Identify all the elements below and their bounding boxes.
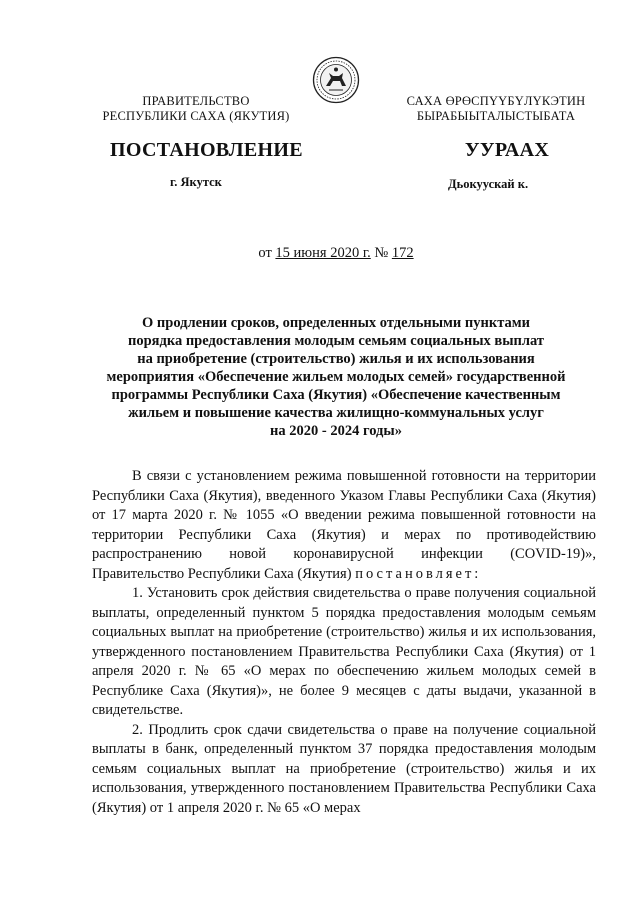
issuer-sakha (384, 94, 608, 124)
city-sakha: Дьокуускай к. (448, 177, 529, 191)
title-line: мероприятия «Обеспечение жильем молодых семей» государственной (106, 369, 566, 385)
doc-type-sakha: УУРААХ (464, 139, 550, 161)
city-russian: г. Якутск (170, 175, 222, 189)
issuer-russian-line2: РЕСПУБЛИКИ САХА (ЯКУТИЯ) (102, 109, 290, 123)
issuer-sakha-line1: САХА ӨРӨСПҮҮБҮЛҮКЭТИН (406, 94, 586, 108)
date-prefix: от (258, 245, 276, 261)
preamble-paragraph (92, 467, 596, 584)
document-date-number (0, 245, 640, 262)
clause-1-paragraph: 1. Установить срок действия свидетельства о праве получения социальной выплаты, определенный пунктом 5 порядка предоставления молодым семьям социальных выплат на приобретение (строительство) жилья и их использования, утвержденного постановлением Правительства Республики Саха (Якутия) от 1 апреля 2020 г. № 65 «О мерах по обеспечению жильем молодых семей в Республике Саха (Якутия)», не более 9 месяцев с даты выдачи, указанной в свидетельстве. (92, 585, 596, 718)
document-number: 172 (391, 245, 414, 261)
clause-2-paragraph: 2. Продлить срок сдачи свидетельства о праве на получение социальной выплаты в банк, определенный пунктом 37 порядка предоставления молодым семьям социальных выплат на приобретение (строительство) жилья и их использования, утвержденного постановлением Правительства Республики Саха (Якутия) от 1 апреля 2020 г. № 65 «О мерах (92, 721, 596, 816)
document-date: 15 июня 2020 г. (275, 245, 371, 261)
title-line: на 2020 - 2024 годы» (270, 423, 402, 439)
issuer-russian (92, 94, 300, 124)
document-body (92, 467, 596, 818)
issuer-sakha-line2: БЫРАБЫЫТАЛЫСТЫБАТА (416, 109, 576, 123)
title-line: программы Республики Саха (Якутия) «Обеспечение качественным (111, 387, 561, 403)
preamble-text: В связи с установлением режима повышенной готовности на территории Республики Саха (Якутия), введенного Указом Главы Республики Саха (Якутия) от 17 марта 2020 г. № 1055 «О введении режима повышенной готовности на территории Республики Саха (Якутия) и мерах по противодействию распространению новой коронавирусной инфекции (COVID-19)», Правительство Республики Саха (Якутия) (92, 468, 596, 582)
emblem-icon (312, 56, 360, 104)
title-line: О продлении сроков, определенных отдельными пунктами (142, 315, 530, 331)
issuer-russian-line1: ПРАВИТЕЛЬСТВО (142, 94, 250, 108)
number-sign: № (370, 245, 392, 261)
resolves-word: постановляет: (355, 565, 482, 582)
title-line: жильем и повышение качества жилищно-коммунальных услуг (128, 405, 544, 421)
document-title (100, 314, 572, 440)
title-line: порядка предоставления молодым семьям социальных выплат (127, 333, 545, 349)
title-line: на приобретение (строительство) жилья и их использования (137, 351, 535, 367)
doc-type-russian: ПОСТАНОВЛЕНИЕ (110, 139, 303, 161)
